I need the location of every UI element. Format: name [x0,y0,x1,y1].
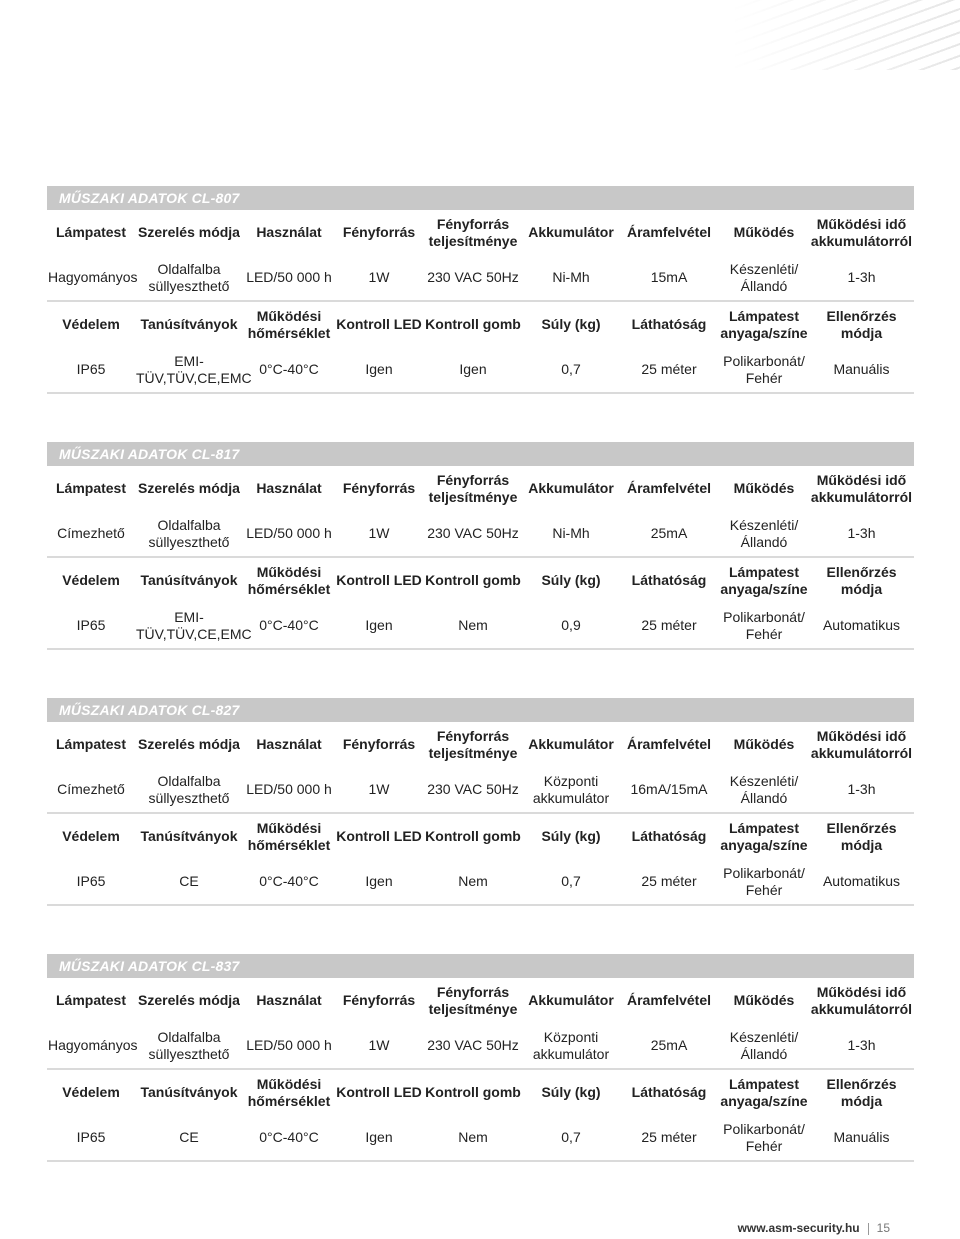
table-cell: Lámpatest anyaga/színe [720,563,808,597]
table-cell: Fényforrás teljesítménye [428,983,518,1017]
table-cell: 230 VAC 50Hz [423,511,523,557]
table-cell: Akkumulátor [528,480,614,496]
table-cell: Készenléti/ Állandó [719,1023,809,1069]
table-cell: Igen [335,1115,423,1161]
footer-url[interactable]: www.asm-security.hu [737,1221,860,1235]
table-cell: Működés [733,992,795,1008]
table-cell: Polikarbonát/ Fehér [719,603,809,649]
table-cell: Áramfelvétel [626,480,712,496]
table-cell: Igen [335,859,423,905]
table-cell: Szerelés módja [138,480,240,496]
table-cell: Tanúsítványok [140,572,238,588]
table-cell: Készenléti/ Állandó [719,255,809,301]
table-cell: Polikarbonát/ Fehér [719,1115,809,1161]
table-cell: LED/50 000 h [243,511,335,557]
table-cell: Láthatóság [631,1084,707,1100]
table-cell: 230 VAC 50Hz [423,1023,523,1069]
table-cell: Ellenőrzés módja [826,563,897,597]
table-cell: 15mA [619,255,719,301]
spec-section [47,954,914,1162]
table-cell: EMI- TÜV,TÜV,CE,EMC [135,347,243,393]
table-cell: 230 VAC 50Hz [423,767,523,813]
page-number: 15 [876,1221,890,1235]
header-row [47,978,914,1023]
table-cell: Védelem [62,572,120,588]
table-cell: Működési hőmérséklet [247,307,331,341]
spec-section [47,186,914,394]
table-cell: Központi akkumulátor [523,767,619,813]
spec-section [47,698,914,906]
table-cell: Ni-Mh [523,255,619,301]
table-cell: Manuális [809,1115,914,1161]
table-cell: Kontroll gomb [425,316,521,332]
table-cell: Nem [423,859,523,905]
table-cell: 0,7 [523,1115,619,1161]
table-cell: 1W [335,255,423,301]
table-cell: Tanúsítványok [140,316,238,332]
table-cell: 0,9 [523,603,619,649]
table-cell: Láthatóság [631,828,707,844]
section-title: MŰSZAKI ADATOK CL-817 [47,442,914,466]
table-cell: Hagyományos [47,255,135,301]
table-cell: Lámpatest anyaga/színe [720,307,808,341]
table-cell: EMI- TÜV,TÜV,CE,EMC [135,603,243,649]
table-cell: 25 méter [619,347,719,393]
data-row [47,1023,914,1069]
table-cell: 0°C-40°C [243,1115,335,1161]
table-cell: Fényforrás teljesítménye [428,727,518,761]
spec-table [47,978,914,1162]
section-title: MŰSZAKI ADATOK CL-827 [47,698,914,722]
table-cell: Lámpatest [55,992,127,1008]
table-cell: Védelem [62,1084,120,1100]
table-cell: Működés [733,736,795,752]
table-cell: Akkumulátor [528,736,614,752]
subheader-row [47,301,914,347]
table-cell: 25 méter [619,859,719,905]
table-cell: Készenléti/ Állandó [719,511,809,557]
table-cell: Ellenőrzés módja [826,819,897,853]
table-cell: Fényforrás [342,992,416,1008]
table-cell: Manuális [809,347,914,393]
data-row [47,347,914,393]
table-cell: 1-3h [809,1023,914,1069]
table-cell: Fényforrás teljesítménye [428,215,518,249]
table-cell: Működési idő akkumulátorról [810,471,913,505]
table-cell: 0°C-40°C [243,347,335,393]
table-cell: IP65 [47,347,135,393]
header-row [47,466,914,511]
data-row [47,255,914,301]
table-cell: Működési idő akkumulátorról [810,215,913,249]
table-cell: Akkumulátor [528,224,614,240]
table-cell: Igen [335,603,423,649]
subheader-row [47,557,914,603]
table-cell: Szerelés módja [138,224,240,240]
table-cell: Tanúsítványok [140,1084,238,1100]
table-cell: Központi akkumulátor [523,1023,619,1069]
table-cell: Működési hőmérséklet [247,563,331,597]
table-cell: Lámpatest [55,736,127,752]
table-cell: Láthatóság [631,316,707,332]
table-cell: 230 VAC 50Hz [423,255,523,301]
table-cell: Használat [256,736,322,752]
section-title: MŰSZAKI ADATOK CL-807 [47,186,914,210]
table-cell: Fényforrás [342,736,416,752]
table-cell: LED/50 000 h [243,767,335,813]
table-cell: Láthatóság [631,572,707,588]
table-cell: Súly (kg) [541,316,601,332]
table-cell: 1-3h [809,511,914,557]
table-cell: Polikarbonát/ Fehér [719,347,809,393]
table-cell: IP65 [47,1115,135,1161]
table-cell: Címezhető [47,511,135,557]
table-cell: Védelem [62,316,120,332]
table-cell: Használat [256,224,322,240]
table-cell: Védelem [62,828,120,844]
table-cell: 0,7 [523,347,619,393]
table-cell: 1W [335,1023,423,1069]
spec-table [47,466,914,650]
table-cell: Használat [256,992,322,1008]
table-cell: Kontroll LED [336,572,422,588]
table-cell: Kontroll LED [336,828,422,844]
header-row [47,210,914,255]
table-cell: Lámpatest [55,480,127,496]
table-cell: Lámpatest [55,224,127,240]
table-cell: Ni-Mh [523,511,619,557]
table-cell: Oldalfalba süllyeszthető [135,255,243,301]
subheader-row [47,1069,914,1115]
spec-table [47,722,914,906]
table-cell: Lámpatest anyaga/színe [720,819,808,853]
table-cell: CE [135,1115,243,1161]
spec-table [47,210,914,394]
table-cell: Nem [423,1115,523,1161]
table-cell: 25mA [619,1023,719,1069]
table-cell: 1-3h [809,255,914,301]
data-row [47,767,914,813]
table-cell: Igen [423,347,523,393]
table-cell: Ellenőrzés módja [826,307,897,341]
table-cell: Áramfelvétel [626,736,712,752]
table-cell: Működés [733,480,795,496]
table-cell: 0°C-40°C [243,859,335,905]
header-row [47,722,914,767]
spec-section [47,442,914,650]
table-cell: Fényforrás [342,224,416,240]
table-cell: Ellenőrzés módja [826,1075,897,1109]
table-cell: Súly (kg) [541,1084,601,1100]
table-cell: Automatikus [809,859,914,905]
table-cell: 1W [335,767,423,813]
table-cell: 25 méter [619,1115,719,1161]
table-cell: LED/50 000 h [243,255,335,301]
table-cell: Lámpatest anyaga/színe [720,1075,808,1109]
table-cell: Működési idő akkumulátorról [810,983,913,1017]
table-cell: Nem [423,603,523,649]
data-row [47,603,914,649]
table-cell: Áramfelvétel [626,224,712,240]
table-cell: Igen [335,347,423,393]
table-cell: Kontroll gomb [425,828,521,844]
table-cell: Oldalfalba süllyeszthető [135,767,243,813]
table-cell: Akkumulátor [528,992,614,1008]
table-cell: 25 méter [619,603,719,649]
table-cell: Fényforrás teljesítménye [428,471,518,505]
table-cell: 25mA [619,511,719,557]
page-footer [738,1221,890,1235]
table-cell: Készenléti/ Állandó [719,767,809,813]
table-cell: Kontroll LED [336,1084,422,1100]
table-cell: Szerelés módja [138,992,240,1008]
table-cell: Polikarbonát/ Fehér [719,859,809,905]
table-cell: 1-3h [809,767,914,813]
subheader-row [47,813,914,859]
table-cell: Működési idő akkumulátorról [810,727,913,761]
table-cell: Súly (kg) [541,828,601,844]
table-cell: Tanúsítványok [140,828,238,844]
table-cell: CE [135,859,243,905]
table-cell: Oldalfalba süllyeszthető [135,1023,243,1069]
table-cell: Működés [733,224,795,240]
table-cell: Oldalfalba süllyeszthető [135,511,243,557]
table-cell: IP65 [47,603,135,649]
footer-divider [868,1223,869,1235]
table-cell: Használat [256,480,322,496]
table-cell: Kontroll gomb [425,572,521,588]
table-cell: Címezhető [47,767,135,813]
table-cell: Súly (kg) [541,572,601,588]
table-cell: 1W [335,511,423,557]
data-row [47,859,914,905]
data-row [47,511,914,557]
corner-decoration [730,0,960,70]
table-cell: 16mA/15mA [619,767,719,813]
table-cell: Működési hőmérséklet [247,1075,331,1109]
table-cell: 0°C-40°C [243,603,335,649]
table-cell: Működési hőmérséklet [247,819,331,853]
table-cell: Kontroll LED [336,316,422,332]
table-cell: Szerelés módja [138,736,240,752]
table-cell: LED/50 000 h [243,1023,335,1069]
section-title: MŰSZAKI ADATOK CL-837 [47,954,914,978]
table-cell: Fényforrás [342,480,416,496]
table-cell: Hagyományos [47,1023,135,1069]
table-cell: Kontroll gomb [425,1084,521,1100]
table-cell: Automatikus [809,603,914,649]
table-cell: 0,7 [523,859,619,905]
table-cell: Áramfelvétel [626,992,712,1008]
table-cell: IP65 [47,859,135,905]
data-row [47,1115,914,1161]
